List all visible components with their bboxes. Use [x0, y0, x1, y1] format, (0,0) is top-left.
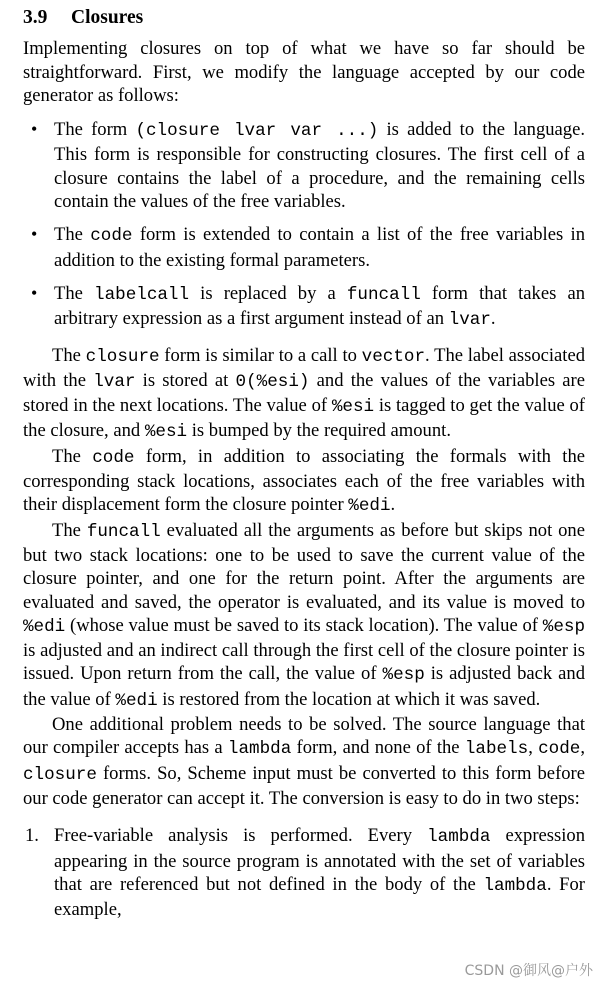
- inline-code: %esp: [382, 665, 425, 686]
- inline-code: code: [538, 739, 581, 760]
- inline-code: funcall: [86, 521, 161, 542]
- bullet-icon: •: [31, 282, 38, 303]
- inline-code: %edi: [115, 690, 158, 711]
- step-number: 1.: [25, 825, 39, 847]
- inline-code: %edi: [23, 616, 66, 637]
- inline-code: %esp: [542, 616, 585, 637]
- section-heading: [23, 6, 585, 29]
- inline-code: code: [92, 447, 135, 468]
- section-title: Closures: [71, 7, 144, 28]
- watermark: CSDN @御风@户外: [464, 963, 593, 979]
- inline-code: lvar: [448, 310, 491, 331]
- closure-paragraph: The closure form is similar to a call to vector. The label associated with the lvar is stored at 0(%esi) and the values of the variables are stored in the next locations. The value of %esi is tagged to get the value of the closure, and %esi is bumped by the required amount.: [23, 344, 586, 443]
- inline-code: funcall: [346, 284, 421, 305]
- bullet-icon: •: [31, 119, 38, 140]
- list-item: • The labelcall is replaced by a funcall form that takes an arbitrary expression as a first argument instead of an lvar.: [31, 282, 586, 331]
- inline-code: lambda: [227, 739, 292, 760]
- inline-code: closure: [85, 346, 160, 367]
- inline-code: %edi: [348, 496, 391, 517]
- inline-code: closure: [23, 764, 97, 785]
- list-item: 1. Free-variable analysis is performed. Every lambda expression appearing in the source program is annotated with the set of variables that are referenced but not defined in the body of the lambda. For example,: [25, 825, 585, 921]
- list-item: • The code form is extended to contain a list of the free variables in addition to the existing formal parameters.: [31, 224, 585, 271]
- inline-code: %esi: [144, 422, 188, 443]
- inline-code: lambda: [483, 875, 547, 896]
- inline-code: lvar: [93, 371, 136, 392]
- inline-code: vector: [361, 346, 426, 367]
- inline-code: 0(%esi): [235, 371, 310, 392]
- code-form-paragraph: The code form, in addition to associating the formals with the corresponding stack locations, associates each of the free variables with their displacement form the closure pointer %edi.: [23, 445, 585, 517]
- intro-paragraph: Implementing closures on top of what we have so far should be straightforward. First, we modify the language accepted by our code generator as follows:: [23, 38, 585, 106]
- inline-code: labelcall: [94, 284, 190, 305]
- inline-code: (closure lvar var ...): [135, 121, 379, 142]
- section-number: 3.9: [23, 7, 48, 28]
- list-item: • The form (closure lvar var ...) is added to the language. This form is responsible for constructing closures. The first cell of a closure contains the label of a procedure, and the remaining cells contain the values of the free variables.: [31, 119, 585, 213]
- language-changes-list: [23, 118, 585, 332]
- bullet-icon: •: [31, 224, 38, 245]
- paper-page: [23, 0, 585, 921]
- funcall-paragraph: The funcall evaluated all the arguments as before but skips not one but two stack locations: one to be used to save the current value of the closure pointer, and one for the return point. After the arguments are evaluated and saved, the operator is evaluated, and its value is moved to %edi (whose value must be saved to its stack location). The value of %esp is adjusted and an indirect call through the first cell of the closure pointer is issued. Upon return from the call, the value of %esp is adjusted back and the value of %edi is restored from the location at which it was saved.: [23, 519, 586, 711]
- inline-code: %esi: [331, 397, 375, 418]
- inline-code: labels: [464, 739, 529, 760]
- conversion-steps-list: [23, 824, 585, 921]
- additional-problem-paragraph: One additional problem needs to be solved. The source language that our compiler accepts has a lambda form, and none of the labels, code, closure forms. So, Scheme input must be converted to this form before our code generator can accept it. The conversion is easy to do in two steps:: [23, 714, 585, 809]
- inline-code: code: [90, 226, 133, 247]
- inline-code: lambda: [427, 827, 491, 848]
